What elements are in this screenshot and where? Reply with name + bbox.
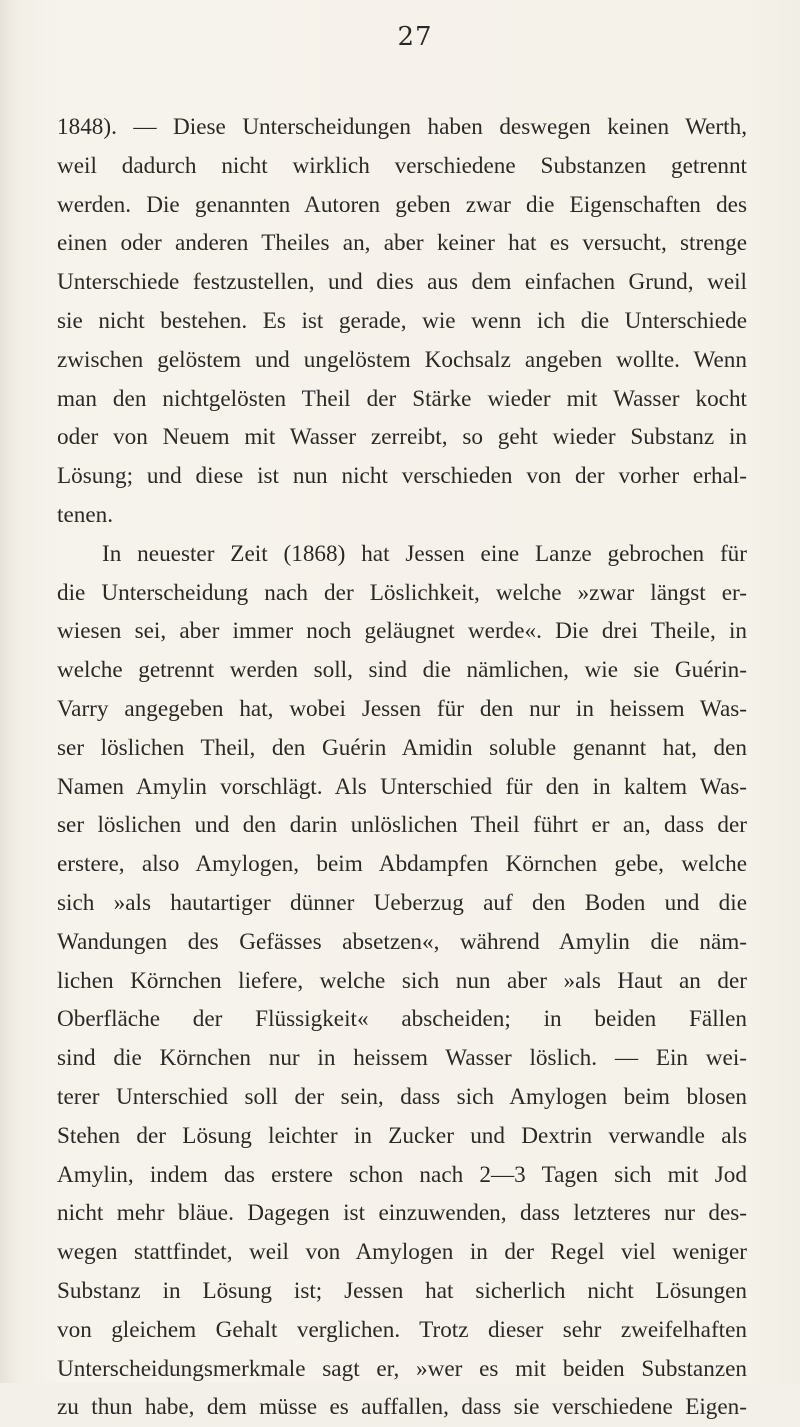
text-line-7: zwischen gelöstem und ungelöstem Kochsalz angeben wollte. Wenn (57, 346, 747, 373)
text-line-9: oder von Neuem mit Wasser zerreibt, so geht wieder Substanz in (57, 424, 747, 451)
text-line-29: nicht mehr bläue. Dagegen ist einzuwenden, dass letzteres nur des- (57, 1200, 747, 1227)
text-line-14: wiesen sei, aber immer noch geläugnet werde«. Die drei Theile, in (57, 618, 747, 645)
text-line-32: von gleichem Gehalt verglichen. Trotz dieser sehr zweifelhaften (57, 1316, 747, 1343)
text-line-12: In neuester Zeit (1868) hat Jessen eine Lanze gebrochen für (102, 540, 747, 567)
text-line-25: sind die Körnchen nur in heissem Wasser löslich. — Ein wei- (57, 1045, 747, 1072)
text-line-24: Oberfläche der Flüssigkeit« abscheiden; in beiden Fällen (57, 1006, 747, 1033)
text-line-3: werden. Die genannten Autoren geben zwar die Eigenschaften des (57, 191, 747, 218)
text-line-18: Namen Amylin vorschlägt. Als Unterschied für den in kaltem Was- (57, 773, 747, 800)
text-line-6: sie nicht bestehen. Es ist gerade, wie wenn ich die Unterschiede (57, 307, 747, 334)
text-line-34: zu thun habe, dem müsse es auffallen, dass sie verschiedene Eigen- (57, 1394, 747, 1421)
text-line-10: Lösung; und diese ist nun nicht verschieden von der vorher erhal- (57, 463, 747, 490)
page-number: 27 (397, 22, 433, 52)
text-line-11: tenen. (57, 501, 114, 528)
text-line-13: die Unterscheidung nach der Löslichkeit, welche »zwar längst er- (57, 579, 747, 606)
text-line-2: weil dadurch nicht wirklich verschiedene Substanzen getrennt (57, 152, 747, 179)
body-text (57, 108, 747, 1427)
text-line-33: Unterscheidungsmerkmale sagt er, »wer es mit beiden Substanzen (57, 1355, 747, 1382)
text-line-8: man den nichtgelösten Theil der Stärke wieder mit Wasser kocht (57, 385, 747, 412)
text-line-19: ser löslichen und den darin unlöslichen Theil führt er an, dass der (57, 812, 747, 839)
text-line-31: Substanz in Lösung ist; Jessen hat sicherlich nicht Lösungen (57, 1277, 747, 1304)
text-line-27: Stehen der Lösung leichter in Zucker und Dextrin verwandle als (57, 1122, 747, 1149)
text-line-4: einen oder anderen Theiles an, aber keiner hat es versucht, strenge (57, 230, 747, 257)
text-line-20: erstere, also Amylogen, beim Abdampfen Körnchen gebe, welche (57, 851, 747, 878)
text-line-22: Wandungen des Gefässes absetzen«, während Amylin die näm- (57, 928, 747, 955)
text-line-5: Unterschiede festzustellen, und dies aus dem einfachen Grund, weil (57, 269, 747, 296)
text-line-1: 1848). — Diese Unterscheidungen haben deswegen keinen Werth, (57, 114, 747, 140)
text-line-26: terer Unterschied soll der sein, dass sich Amylogen beim blosen (57, 1083, 747, 1110)
text-line-28: Amylin, indem das erstere schon nach 2—3 Tagen sich mit Jod (57, 1161, 747, 1188)
text-line-21: sich »als hautartiger dünner Ueberzug auf den Boden und die (57, 889, 747, 916)
text-line-30: wegen stattfindet, weil von Amylogen in der Regel viel weniger (57, 1239, 747, 1266)
text-line-23: lichen Körnchen liefere, welche sich nun aber »als Haut an der (57, 967, 747, 994)
text-line-15: welche getrennt werden soll, sind die nämlichen, wie sie Guérin- (57, 657, 747, 684)
text-line-16: Varry angegeben hat, wobei Jessen für den nur in heissem Was- (57, 695, 747, 722)
text-line-17: ser löslichen Theil, den Guérin Amidin soluble genannt hat, den (57, 734, 747, 761)
